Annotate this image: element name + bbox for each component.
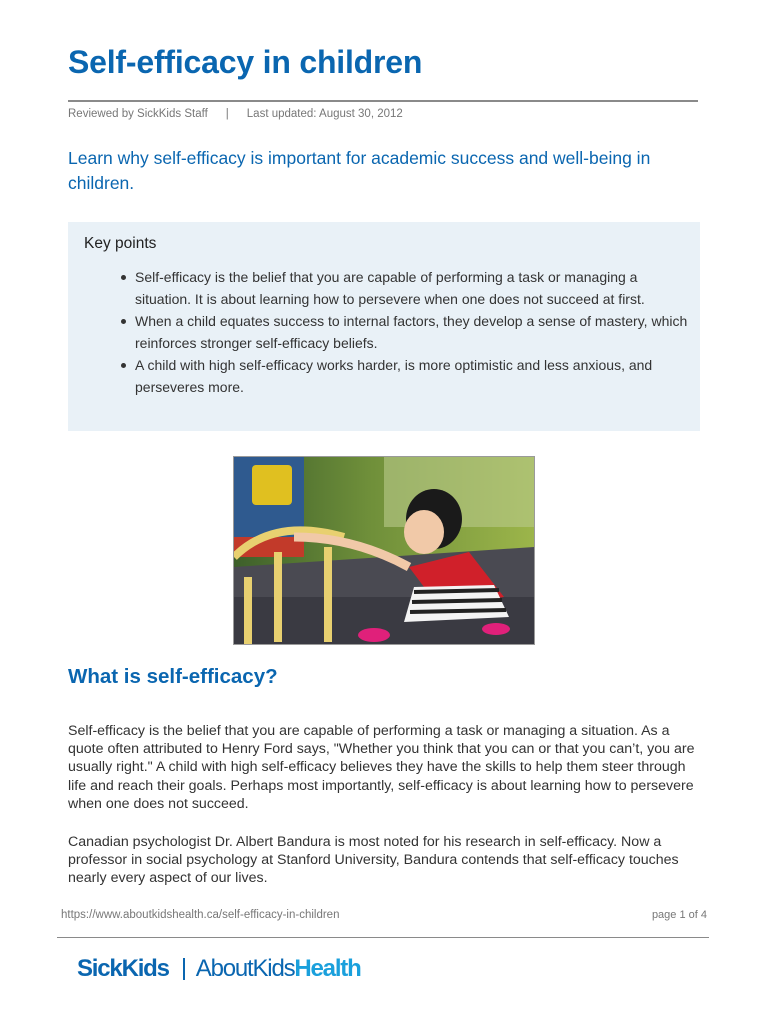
logo-aboutkids-text: AboutKids — [195, 955, 295, 982]
body-paragraph: Self-efficacy is the belief that you are capable of performing a task or managing a situation. As a quote often attributed to Henry Ford says, "Whether you think that you can or that you can’t, you are usually right." A child with high self-efficacy believes they have the skills to help them steer through life and reach their goals. Perhaps most importantly, self-efficacy is about learning how to persevere when one does not succeed. — [68, 723, 695, 812]
key-points-list — [135, 266, 691, 398]
reviewed-by: Reviewed by SickKids Staff — [68, 108, 208, 120]
logo-sickkids-text: SickKids — [77, 955, 169, 982]
key-points-heading: Key points — [84, 235, 157, 252]
title-divider — [68, 100, 698, 102]
key-points-box — [68, 222, 700, 431]
sickkids-aboutkidshealth-logo[interactable] — [77, 953, 361, 985]
key-point-item: Self-efficacy is the belief that you are capable of performing a task or managing a situation. It is about learning how to persevere when one does not succeed at first. — [135, 266, 691, 310]
last-updated: Last updated: August 30, 2012 — [246, 108, 403, 120]
article-meta — [68, 108, 403, 120]
source-url-link[interactable]: https://www.aboutkidshealth.ca/self-efficacy-in-children — [61, 909, 340, 921]
body-paragraph: Canadian psychologist Dr. Albert Bandura is most noted for his research in self-efficacy. Now a professor in social psychology at Stanford University, Bandura contends that self-efficacy touches nearly every aspect of our lives. — [68, 834, 679, 887]
section-heading: What is self-efficacy? — [68, 665, 278, 688]
logo-health-text: Health — [294, 955, 361, 982]
logo-divider — [183, 958, 185, 980]
key-point-item: A child with high self-efficacy works harder, is more optimistic and less anxious, and perseveres more. — [135, 354, 691, 398]
page-title: Self-efficacy in children — [68, 44, 423, 80]
key-point-item: When a child equates success to internal factors, they develop a sense of mastery, which reinforces stronger self-efficacy beliefs. — [135, 310, 691, 354]
page-number: page 1 of 4 — [651, 909, 707, 921]
footer-divider — [57, 937, 709, 938]
article-lead: Learn why self-efficacy is important for academic success and well-being in children. — [68, 148, 651, 193]
meta-separator: | — [225, 108, 229, 120]
child-playground-photo — [233, 456, 535, 645]
